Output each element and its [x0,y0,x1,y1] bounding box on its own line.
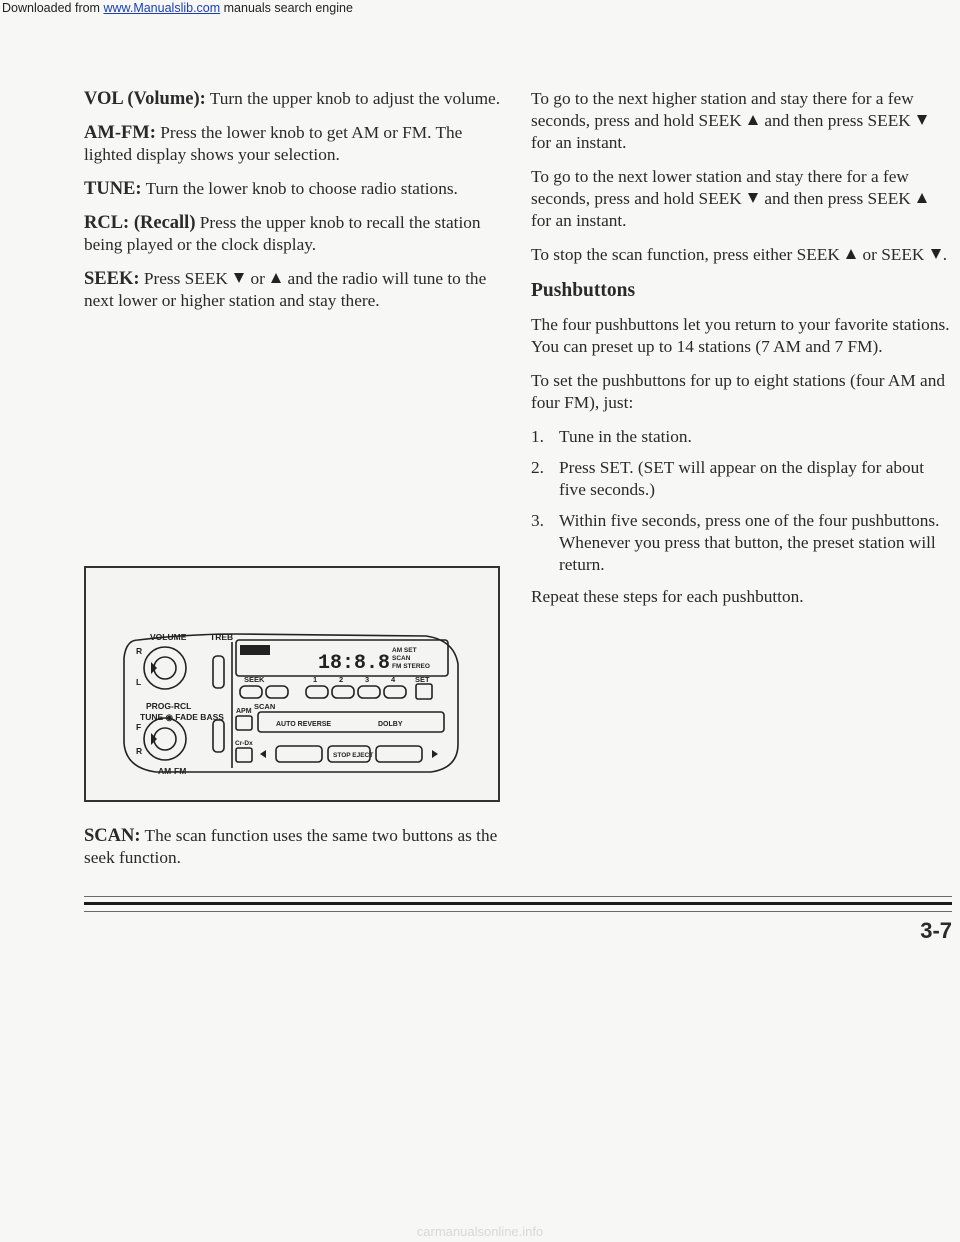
fig-label-volume: VOLUME [150,632,187,642]
seek-paragraph [84,268,504,312]
rcl-paragraph [84,212,504,256]
seek-lower-text-3: for an instant. [531,211,627,230]
up-triangle-icon [846,249,856,259]
stop-scan-text-1: To stop the scan function, press either SEEK [531,245,845,264]
apm-button [236,716,252,730]
down-triangle-icon [931,249,941,259]
rewind-button [276,746,322,762]
download-banner [0,0,960,18]
fig-label-stop-eject: STOP EJECT [333,752,374,759]
seek-lower-text-1: To go to the next lower station and stay there for a few seconds, press and hold SEEK [531,167,909,208]
vol-paragraph [84,88,504,110]
fig-label-preset-4: 4 [391,675,396,684]
tune-term: TUNE: [84,179,142,199]
stop-scan-text-2: or SEEK [858,245,929,264]
seek-text-3: and the radio will tune to the next lower or higher station and stay there. [84,269,487,310]
fig-display-fm-stereo: FM STEREO [392,663,430,670]
preset-2-button [332,686,354,698]
fig-label-r-bottom: R [136,746,143,756]
fig-label-scan: SCAN [254,702,276,711]
vol-text: Turn the upper knob to adjust the volume. [205,89,501,108]
tune-paragraph [84,178,504,200]
list-item [531,426,951,448]
fig-label-f: F [136,722,142,732]
manualslib-link[interactable]: www.Manualslib.com [103,1,221,15]
fig-label-amfm: AM-FM [158,766,187,776]
fig-label-preset-3: 3 [365,675,370,684]
fig-label-seek: SEEK [244,675,265,684]
fig-display-digits: 18:8.8 [318,652,391,675]
banner-prefix: Downloaded from [2,1,104,15]
radio-illustration [84,566,500,802]
page-number: 3-7 [920,918,952,943]
scan-paragraph [84,825,504,869]
seek-term: SEEK: [84,269,140,289]
tune-text: Turn the lower knob to choose radio stations. [141,179,458,198]
crdx-button [236,748,252,762]
pushbuttons-heading: Pushbuttons [531,280,636,301]
up-triangle-icon [748,115,758,125]
fig-label-tune-fade-bass: TUNE ◉ FADE BASS [140,712,224,722]
seek-lower-text-2: and then press SEEK [760,189,916,208]
down-triangle-icon [234,273,244,283]
seek-text-1: Press SEEK [139,269,233,288]
seek-lower-paragraph [531,166,951,232]
fig-label-dolby: DOLBY [378,721,403,728]
setup-steps-list [531,426,951,576]
left-column [84,88,504,324]
scan-text: The scan function uses the same two buttons as the seek function. [84,826,498,867]
tune-knob-icon [144,718,186,760]
stop-scan-text-3: . [942,245,948,264]
fig-label-l: L [136,677,142,687]
seek-up-button [266,686,288,698]
footer-rule-thick [84,902,952,905]
repeat-paragraph: Repeat these steps for each pushbutton. [531,587,804,606]
footer-rule-thin-bottom [84,911,952,912]
pushbuttons-setup: To set the pushbuttons for up to eight stations (four AM and four FM), just: [531,371,945,412]
fig-label-preset-2: 2 [339,675,344,684]
amfm-term: AM-FM: [84,123,156,143]
preset-1-button [306,686,328,698]
fig-display-am-set: AM SET [392,647,417,654]
watermark-banner: carmanualsonline.info [416,1224,544,1239]
down-triangle-icon [748,193,758,203]
step-number: 1. [531,427,544,446]
preset-4-button [384,686,406,698]
vol-term: VOL (Volume): [84,89,206,109]
fig-label-prog-rcl: PROG-RCL [146,701,192,711]
volume-knob-icon [144,647,186,689]
rcl-text: Press the upper knob to recall the station being played or the clock display. [84,213,481,254]
up-triangle-icon [271,273,281,283]
seek-higher-text-2: and then press SEEK [760,111,916,130]
step-text: Within five seconds, press one of the four pushbuttons. Whenever you press that button, the preset station will return. [559,511,940,574]
scan-term: SCAN: [84,826,141,846]
step-number: 2. [531,458,544,477]
fig-label-crdx: Cr-Dx [235,740,253,747]
bass-slider-icon [213,720,224,752]
fast-forward-button [376,746,422,762]
fig-label-r-top: R [136,646,143,656]
seek-text-2: or [246,269,270,288]
preset-3-button [358,686,380,698]
rcl-term: RCL: (Recall) [84,213,196,233]
fig-label-set: SET [415,675,430,684]
up-triangle-icon [917,193,927,203]
banner-suffix: manuals search engine [220,1,353,15]
fig-label-apm: APM [236,708,252,715]
fig-label-preset-1: 1 [313,675,318,684]
amfm-text: Press the lower knob to get AM or FM. The lighted display shows your selection. [84,123,463,164]
fig-label-treb: TREB [210,632,234,642]
fig-label-auto-reverse: AUTO REVERSE [276,721,332,728]
fig-display-scan: SCAN [392,655,411,662]
list-item [531,457,951,501]
footer-rule-thin-top [84,896,952,897]
seek-higher-text-3: for an instant. [531,133,627,152]
down-triangle-icon [917,115,927,125]
amfm-paragraph [84,122,504,166]
seek-down-button [240,686,262,698]
seek-higher-paragraph [531,88,951,154]
pushbuttons-intro: The four pushbuttons let you return to your favorite stations. You can preset up to 14 stations (7 AM and 7 FM). [531,315,950,356]
step-text: Tune in the station. [559,427,692,446]
radio-drawing [86,568,498,800]
list-item [531,510,951,576]
treble-slider-icon [213,656,224,688]
step-text: Press SET. (SET will appear on the display for about five seconds.) [559,458,925,499]
seek-higher-text-1: To go to the next higher station and stay there for a few seconds, press and hold SEEK [531,89,914,130]
right-column [531,88,951,620]
stop-scan-paragraph [531,244,951,266]
step-number: 3. [531,511,544,530]
set-button [416,684,432,699]
brand-logo [240,645,270,655]
